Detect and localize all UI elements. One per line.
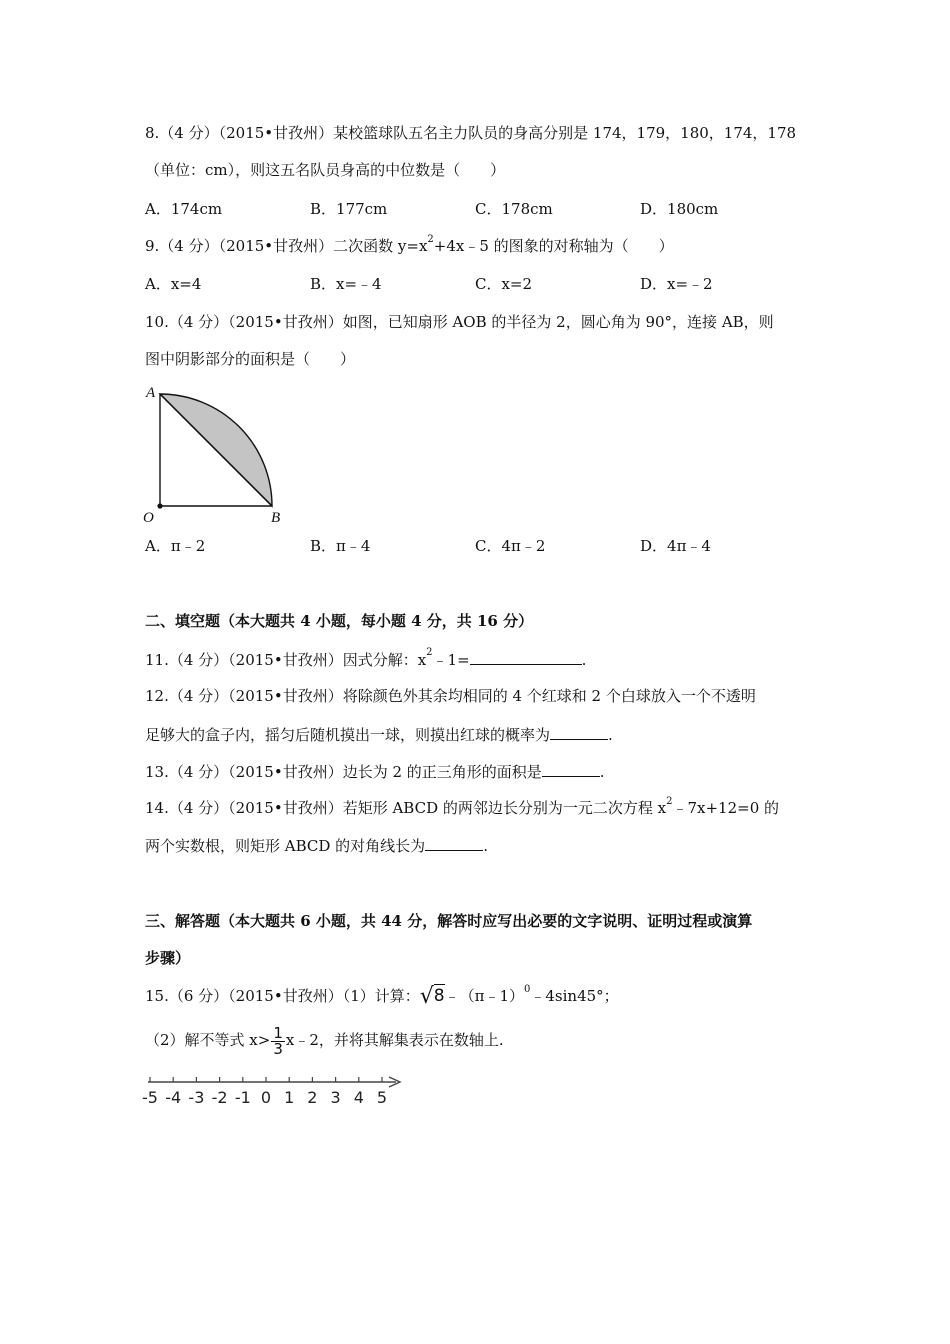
q10-line1: 10.（4 分）（2015•甘孜州）如图，已知扇形 AOB 的半径为 2，圆心角为 90°，连接 AB，则 [145, 313, 774, 331]
q10-option-b: B．π﹣4 [310, 537, 371, 555]
q8-option-a: A．174cm [145, 200, 223, 218]
q9-prefix: 9.（4 分）（2015•甘孜州）二次函数 y=x [145, 237, 428, 255]
label-b: B [271, 510, 281, 526]
label-a: A [146, 385, 156, 401]
q9-option-b: B．x=﹣4 [310, 275, 382, 293]
q9-suffix: +4x﹣5 的图象的对称轴为（ ） [433, 237, 674, 255]
q10-option-c: C．4π﹣2 [475, 537, 546, 555]
q15-radicand: 8 [433, 986, 445, 1006]
q11-answer-blank[interactable] [470, 649, 582, 665]
q9-option-c: C．x=2 [475, 275, 533, 293]
q14-line2: 两个实数根，则矩形 ABCD 的对角线长为 [145, 837, 426, 855]
q14-sup: 2 [666, 796, 673, 807]
number-line-label: 4 [353, 1088, 364, 1107]
q12-end: . [608, 726, 613, 744]
q8-option-c: C．178cm [475, 200, 553, 218]
q13-text: 13.（4 分）（2015•甘孜州）边长为 2 的正三角形的面积是 [145, 763, 542, 781]
q14-answer-blank[interactable] [425, 835, 483, 851]
q14-end: . [483, 837, 488, 855]
number-line-label: 1 [284, 1088, 295, 1107]
number-line-label: -1 [234, 1088, 251, 1107]
q9-option-a: A．x=4 [145, 275, 202, 293]
q10-line2: 图中阴影部分的面积是（ ） [145, 350, 356, 368]
q15-part1-suffix: ﹣4sin45°； [530, 987, 619, 1005]
q11-mid: ﹣1= [432, 651, 470, 669]
q12-line2-wrap [145, 724, 613, 745]
number-line-label: 3 [330, 1088, 341, 1107]
q9-sup: 2 [427, 234, 434, 245]
number-line-label: 5 [376, 1088, 388, 1107]
q15-part1-prefix: 15.（6 分）（2015•甘孜州）（1）计算： [145, 987, 420, 1005]
frac-denominator: 3 [273, 1039, 283, 1058]
number-line-label: -5 [142, 1088, 158, 1107]
frac-numerator: 1 [273, 1023, 283, 1042]
sqrt-sign-icon: √ [419, 984, 434, 1009]
q11-end: . [581, 651, 587, 669]
number-line-label: 0 [260, 1088, 272, 1107]
q15-part1 [145, 986, 619, 1007]
q14-prefix: 14.（4 分）（2015•甘孜州）若矩形 ABCD 的两邻边长分别为一元二次方程 x [145, 799, 667, 817]
q13-end: . [599, 763, 605, 781]
section3-line2: 步骤） [145, 949, 191, 967]
q15-part2-suffix: x﹣2，并将其解集表示在数轴上. [285, 1031, 504, 1049]
q9-option-d: D．x=﹣2 [640, 275, 713, 293]
q13-stem [145, 761, 605, 782]
q9-stem [145, 236, 674, 256]
q11-sup: 2 [426, 647, 433, 658]
number-line-label: 2 [307, 1088, 318, 1107]
q11-stem [145, 649, 586, 670]
section2-title: 二、填空题（本大题共 4 小题，每小题 4 分，共 16 分） [145, 612, 534, 630]
q13-answer-blank[interactable] [542, 761, 600, 777]
sector-figure [138, 380, 288, 528]
q14-line2-wrap [145, 835, 488, 856]
number-line-label: -3 [188, 1088, 205, 1107]
number-line-label: -4 [165, 1088, 182, 1107]
q15-part2-prefix: （2）解不等式 x> [145, 1031, 271, 1049]
q15-part1-mid: ﹣（π﹣1） [444, 987, 524, 1005]
q8-line2: （单位：cm），则这五名队员身高的中位数是（ ） [145, 161, 506, 179]
q14-suffix: ﹣7x+12=0 的 [672, 799, 780, 817]
q8-option-b: B．177cm [310, 200, 388, 218]
q14-stem [145, 798, 779, 818]
q15-part1-sup: 0 [524, 984, 531, 995]
q12-line2: 足够大的盒子内，摇匀后随机摸出一球，则摸出红球的概率为 [145, 726, 551, 744]
q8-option-d: D．180cm [640, 200, 719, 218]
fraction-one-third [271, 1023, 285, 1058]
number-line-label: -2 [211, 1088, 228, 1107]
q10-option-d: D．4π﹣4 [640, 537, 711, 555]
center-point-o [157, 503, 162, 508]
q8-line1: 8.（4 分）（2015•甘孜州）某校篮球队五名主力队员的身高分别是 174，179，180，174，178 [145, 124, 797, 142]
q11-prefix: 11.（4 分）（2015•甘孜州）因式分解：x [145, 651, 427, 669]
q12-line1: 12.（4 分）（2015•甘孜州）将除颜色外其余均相同的 4 个红球和 2 个白球放入一个不透明 [145, 687, 756, 705]
section3-line1: 三、解答题（本大题共 6 小题，共 44 分，解答时应写出必要的文字说明、证明过程或演算 [145, 912, 753, 930]
q12-answer-blank[interactable] [550, 724, 608, 740]
label-o: O [143, 510, 154, 526]
q10-option-a: A．π﹣2 [145, 537, 206, 555]
number-line [138, 1070, 408, 1110]
q15-part2 [145, 1025, 504, 1057]
